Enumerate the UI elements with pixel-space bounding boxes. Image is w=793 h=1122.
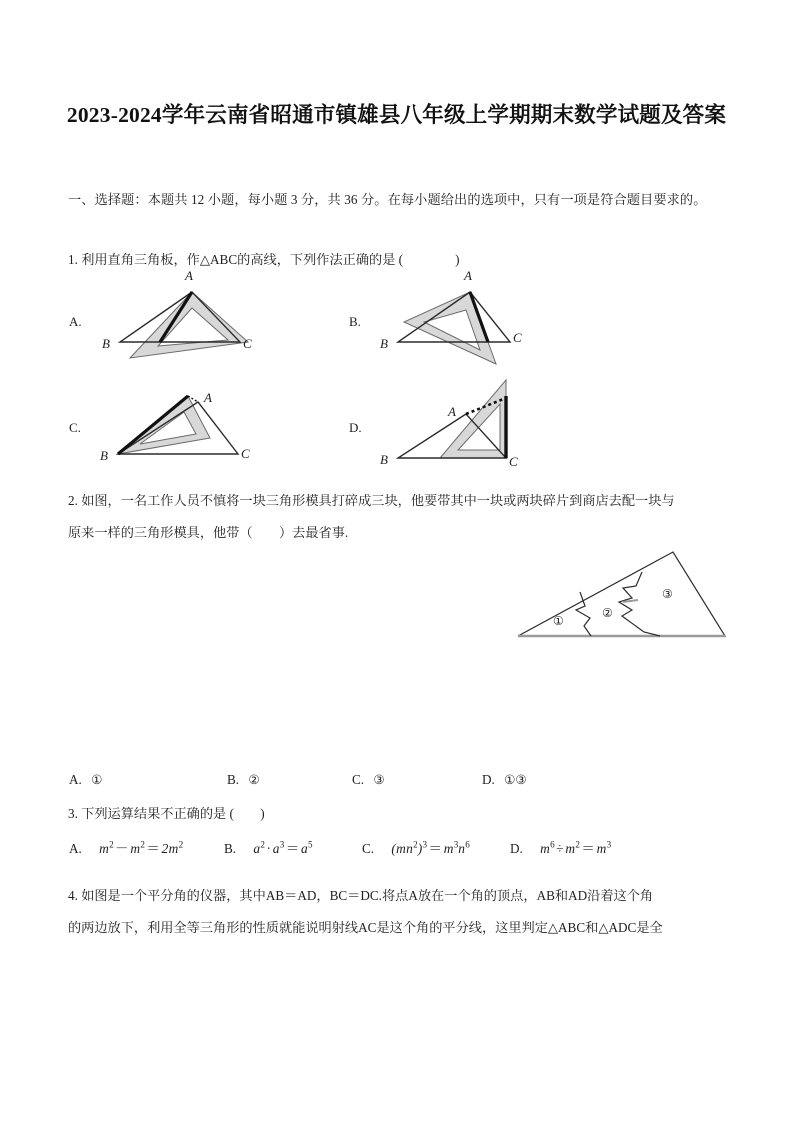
- question-1-option-d-vertex-c: C: [509, 454, 518, 469]
- question-1-stem: [68, 246, 728, 273]
- question-2-option-a-letter: A.: [69, 772, 82, 787]
- question-1-option-a-vertex-a: A: [185, 268, 193, 283]
- question-2-piece-label-2: ②: [602, 606, 613, 620]
- question-2-option-b-letter: B.: [227, 772, 240, 787]
- question-2-option-b-text: ②: [248, 772, 260, 787]
- question-2-option-a[interactable]: [69, 772, 102, 788]
- q4-l2-text-a: 的两边放下，利用全等三角形的性质就能说明射线: [68, 920, 359, 935]
- question-1-stem-text-c: ): [455, 252, 460, 267]
- question-1-option-b-vertex-c: C: [513, 330, 522, 345]
- question-1-option-d-letter[interactable]: D.: [349, 420, 362, 435]
- q4-math-ab: AB: [536, 888, 555, 903]
- question-2-option-b[interactable]: [227, 772, 260, 788]
- question-3-option-d-letter: D.: [510, 841, 523, 856]
- question-3-option-c-math: $(mn^2)^3 = m^3n^6$: [391, 839, 470, 856]
- question-1-option-a-letter[interactable]: A.: [69, 314, 82, 329]
- q4-l2-math-adc: △ADC: [598, 920, 637, 935]
- q4-l2-math-abc: △ABC: [547, 920, 586, 935]
- question-1-option-c-vertex-c: C: [241, 446, 250, 461]
- q4-text-d: 放在一个角的顶点，: [417, 888, 537, 903]
- q4-l2-text-c: 和: [585, 920, 599, 935]
- question-3-option-b[interactable]: [224, 838, 313, 857]
- question-2-option-a-text: ①: [91, 772, 103, 787]
- question-3-option-a[interactable]: [69, 838, 183, 857]
- question-1-option-c-letter[interactable]: C.: [69, 420, 81, 435]
- question-1-option-c-vertex-b: B: [100, 448, 108, 463]
- page-title: 2023-2024学年云南省昭通市镇雄县八年级上学期期末数学试题及答案: [66, 103, 727, 127]
- question-2-stem-line-2: 原来一样的三角形模具，他带（ ）去最省事.: [68, 525, 349, 540]
- question-2-piece-label-1: ①: [553, 614, 564, 628]
- q4-text-c: 将点: [381, 888, 409, 903]
- question-1-option-b-vertex-a: A: [464, 268, 472, 283]
- question-1-option-b-figure: [378, 268, 538, 372]
- q4-math-ad: AD: [568, 888, 588, 903]
- question-2-option-d-letter: D.: [482, 772, 495, 787]
- q4-l2-text-b: 是这个角的平分线，这里判定: [376, 920, 548, 935]
- question-1-option-a-vertex-b: B: [102, 336, 110, 351]
- question-1-option-c-vertex-a: A: [204, 390, 212, 405]
- question-1-option-a-vertex-c: C: [243, 336, 252, 351]
- question-3-option-d[interactable]: [510, 838, 611, 857]
- question-1-option-b-letter[interactable]: B.: [349, 314, 361, 329]
- q4-text-f: 沿着这个角: [587, 888, 654, 903]
- question-1-option-b-vertex-b: B: [380, 336, 388, 351]
- question-3-option-b-math: $a^2 \cdot a^3 = a^5$: [253, 839, 313, 856]
- q4-text-b: ，: [316, 888, 330, 903]
- question-3-option-d-math: $m^6 \div m^2 = m^3$: [540, 839, 612, 856]
- question-3-option-c-letter: C.: [362, 841, 375, 856]
- question-2-piece-label-3: ③: [662, 587, 673, 601]
- question-4-stem-line-2: [68, 914, 736, 941]
- question-3-option-b-letter: B.: [224, 841, 237, 856]
- question-3-option-a-math: $m^2 - m^2 = 2m^2$: [99, 839, 184, 856]
- q4-text-a: 4. 如图是一个平分角的仪器，其中: [68, 888, 266, 903]
- question-2-option-c[interactable]: [352, 772, 385, 788]
- question-1-option-d-vertex-b: B: [380, 452, 388, 467]
- question-4-stem-line-1: [68, 882, 736, 909]
- question-3-stem: 3. 下列运算结果不正确的是 ( ): [68, 806, 265, 821]
- question-2-option-c-text: ③: [373, 772, 385, 787]
- question-1-option-a-figure: [100, 268, 260, 360]
- question-2-option-d-text: ①③: [504, 772, 527, 787]
- question-1-stem-math: △ABC: [199, 252, 238, 267]
- question-3-option-a-letter: A.: [69, 841, 82, 856]
- question-1-option-d-figure: [378, 378, 538, 472]
- question-2-stem-line-1: 2. 如图，一名工作人员不慎将一块三角形模具打碎成三块，他要带其中一块或两块碎片到商店去配一块与: [68, 493, 675, 508]
- question-2-figure: [510, 544, 734, 644]
- q4-math-ab-ad: AB＝AD: [265, 888, 317, 903]
- q4-math-point-a: A: [408, 888, 418, 903]
- q4-text-e: 和: [554, 888, 569, 903]
- question-2-option-c-letter: C.: [352, 772, 365, 787]
- q4-l2-math-ac: AC: [358, 920, 377, 935]
- question-1-option-d-vertex-a: A: [448, 404, 456, 419]
- question-1-option-c-figure: [100, 382, 260, 472]
- q4-math-bc-dc: BC＝DC.: [329, 888, 382, 903]
- q4-l2-text-d: 是全: [636, 920, 663, 935]
- section-intro-paragraph: 一、选择题：本题共 12 小题，每小题 3 分，共 36 分。在每小题给出的选项中，只有一项是符合题目要求的。: [68, 192, 707, 207]
- question-3-option-c[interactable]: [362, 838, 470, 857]
- question-1-stem-text-a: 1. 利用直角三角板，作: [68, 252, 200, 267]
- question-1-stem-text-b: 的高线，下列作法正确的是 (: [237, 252, 404, 267]
- question-2-option-d[interactable]: [482, 772, 527, 788]
